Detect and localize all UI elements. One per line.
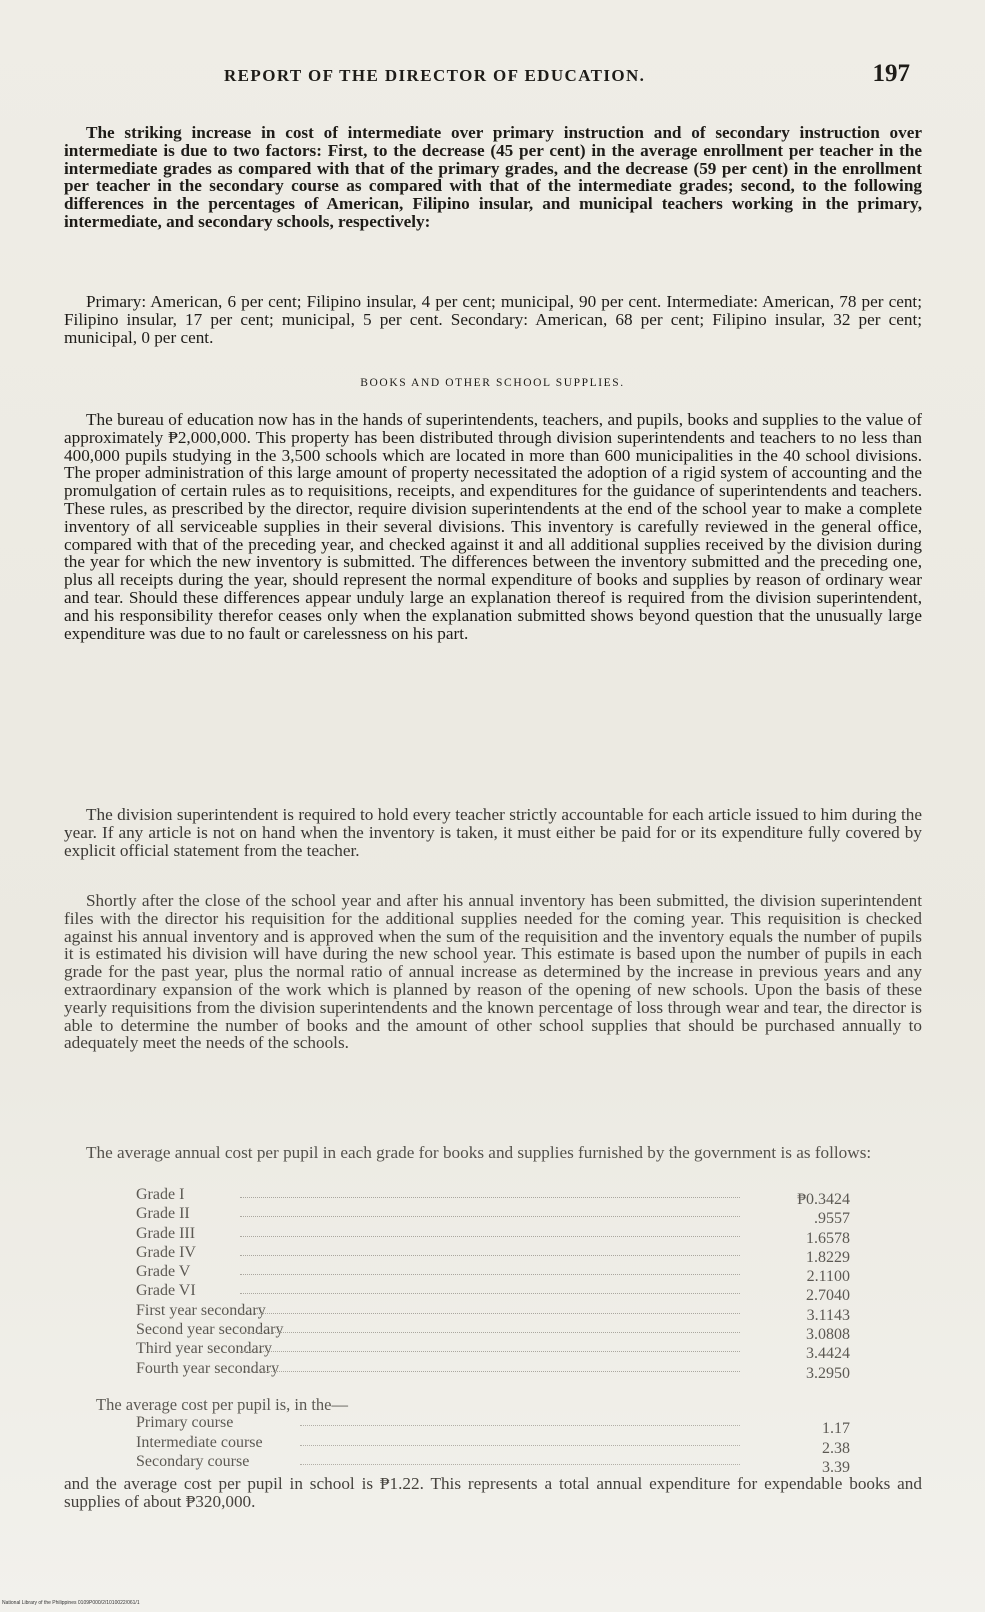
dot-leader (300, 1425, 740, 1426)
row-label: Grade VI (136, 1282, 196, 1300)
dot-leader (240, 1274, 740, 1275)
row-value: ₱0.3424 (797, 1191, 850, 1208)
paragraph-text: and the average cost per pupil in school is ₱1.22. This represents a total annual expenditure for expendable books and supplies of about ₱320,000. (64, 1474, 922, 1511)
row-value: .9557 (814, 1210, 850, 1228)
table-row (130, 1282, 850, 1305)
paragraph-total-expenditure (64, 1475, 922, 1511)
row-value: 2.1100 (806, 1268, 850, 1286)
row-label: First year secondary (136, 1301, 266, 1319)
paragraph-text: The division superintendent is required to hold every teacher strictly accountable for each article issued to him during the year. If any article is not on hand when the inventory is taken, it must either be paid for or its expenditure fully covered by explicit official statement from the teacher. (64, 805, 922, 860)
paragraph-teacher-accountability (64, 806, 922, 859)
paragraph-text: The striking increase in cost of intermediate over primary instruction and of secondary instruction over intermediate is due to two factors: First, to the decrease (45 per cent) in the average enrollment per teacher in the intermediate grades as compared with that of the primary grades, and the decrease (59 per cent) in the enrollment per teacher in the secondary course as compared with that of the intermediate grades; second, to the following differences in the percentages of American, Filipino insular, and municipal teachers working in the primary, intermediate, and secondary schools, respectively: (64, 123, 922, 231)
row-label: Fourth year secondary (136, 1359, 280, 1377)
dot-leader (240, 1351, 740, 1352)
row-value: 3.39 (822, 1459, 850, 1476)
average-cost-heading: The average cost per pupil is, in the— (96, 1395, 349, 1414)
running-head-title: REPORT OF THE DIRECTOR OF EDUCATION. (224, 66, 646, 85)
row-label: Grade I (136, 1186, 185, 1203)
row-label: Second year secondary (136, 1321, 284, 1339)
paragraph-text: The average annual cost per pupil in each grade for books and supplies furnished by the government is as follows: (86, 1143, 872, 1162)
row-label: Grade III (136, 1224, 196, 1242)
paragraph-cost-factors (64, 124, 922, 231)
dot-leader (240, 1197, 740, 1198)
dot-leader (240, 1293, 740, 1294)
paragraph-requisitions (64, 892, 922, 1052)
table-row (130, 1340, 850, 1363)
page-number: 197 (872, 60, 910, 87)
row-value: 2.38 (822, 1439, 850, 1457)
dot-leader (240, 1236, 740, 1237)
row-value: 1.6578 (806, 1229, 850, 1247)
table-row (130, 1433, 850, 1457)
row-value: 3.1143 (806, 1306, 850, 1324)
row-label: Intermediate course (136, 1433, 263, 1451)
table-row (130, 1243, 850, 1266)
dot-leader (300, 1445, 740, 1446)
row-value: 2.7040 (806, 1287, 850, 1305)
paragraph-property-administration (64, 411, 922, 642)
row-label: Third year secondary (136, 1340, 272, 1358)
row-value: 1.8229 (806, 1248, 850, 1266)
dot-leader (240, 1255, 740, 1256)
table-row (130, 1301, 850, 1324)
scan-footer-text: National Library of the Philippines 0109P000/2/1010022/061/1 (2, 1600, 140, 1606)
row-label: Grade V (136, 1263, 191, 1281)
row-label: Grade II (136, 1205, 190, 1223)
table-row (130, 1263, 850, 1286)
dot-leader (300, 1464, 740, 1465)
row-label: Secondary course (136, 1453, 250, 1470)
grade-cost-table (130, 1186, 850, 1382)
running-head (224, 62, 924, 92)
row-value: 3.0808 (806, 1326, 850, 1344)
paragraph-text: The bureau of education now has in the hands of superintendents, teachers, and pupils, books and supplies to the value of approximately ₱2,000,000. This property has been distributed through division superintendents and teachers to no less than 400,000 pupils studying in the 3,500 schools which are located in more than 600 municipalities in the 40 school divisions. The proper administration of this large amount of property necessitated the adoption of a rigid system of accounting and the promulgation of certain rules as to requisitions, receipts, and expenditures for the guidance of superintendents and teachers. These rules, as prescribed by the director, require division superintendents at the end of the school year to make a complete inventory of all serviceable supplies in their several divisions. This inventory is carefully reviewed in the general office, compared with that of the preceding year, and checked against it and all additional supplies received by the division during the year for which the new inventory is submitted. The differences between the inventory submitted and the preceding one, plus all receipts during the year, should represent the normal expenditure of books and supplies by reason of ordinary wear and tear. Should these differences appear unduly large an explanation thereof is required from the division superintendent, and his responsibility therefor ceases only when the explanation submitted shows beyond question that the unusually large expenditure was due to no fault or carelessness on his part. (64, 410, 922, 643)
paragraph-teacher-percentages (64, 293, 922, 346)
course-cost-table (130, 1414, 850, 1476)
table-row (130, 1224, 850, 1247)
table-row (130, 1321, 850, 1344)
dot-leader (240, 1332, 740, 1333)
row-value: 1.17 (822, 1420, 850, 1437)
section-heading: BOOKS AND OTHER SCHOOL SUPPLIES. (360, 377, 625, 389)
row-value: 3.4424 (806, 1345, 850, 1363)
row-label: Grade IV (136, 1243, 196, 1261)
row-label: Primary course (136, 1414, 234, 1431)
table-row (130, 1186, 850, 1208)
paragraph-cost-intro (64, 1144, 922, 1162)
scan-footer (0, 1598, 985, 1612)
table-row (130, 1205, 850, 1228)
table-row (130, 1453, 850, 1476)
paragraph-text: Primary: American, 6 per cent; Filipino insular, 4 per cent; municipal, 90 per cent. Intermediate: American, 78 per cent; Filipino insular, 17 per cent; municipal, 5 per cent. Secondary: American, 68 per cent; Filipino insular, 32 per cent; municipal, 0 per cent. (64, 292, 922, 347)
table-row (130, 1414, 850, 1437)
dot-leader (240, 1313, 740, 1314)
dot-leader (240, 1216, 740, 1217)
table-row (130, 1359, 850, 1382)
paragraph-text: Shortly after the close of the school year and after his annual inventory has been submitted, the division superintendent files with the director his requisition for the additional supplies needed for the coming year. This requisition is checked against his annual inventory and is approved when the sum of the requisition and the inventory equals the number of pupils it is estimated his division will have during the new school year. This estimate is based upon the number of pupils in each grade for the past year, plus the normal ratio of annual increase as determined by the increase in previous years and any extraordinary expansion of the work which is planned by reason of the opening of new schools. Upon the basis of these yearly requisitions from the division superintendents and the known percentage of loss through wear and tear, the director is able to determine the number of books and the amount of other school supplies that should be purchased annually to adequately meet the needs of the schools. (64, 891, 922, 1053)
row-value: 3.2950 (806, 1364, 850, 1382)
dot-leader (240, 1371, 740, 1372)
